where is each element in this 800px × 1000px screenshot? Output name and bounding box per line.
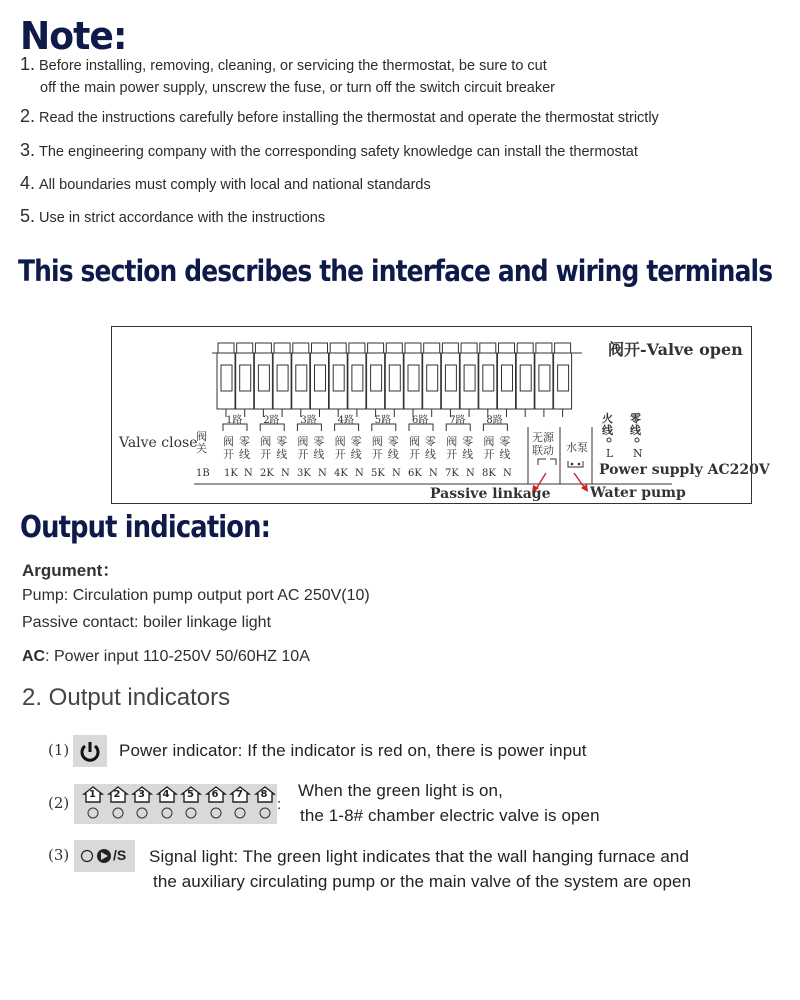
house-number-icons-box [74,784,277,824]
neutral-cn: 零 [276,435,288,448]
terminal-slot [371,365,382,391]
note-item-5 [20,205,325,229]
neutral-cn: 线 [239,448,250,461]
note-item-2 [20,105,659,129]
note-item-3 [20,139,638,163]
terminal-screw-top [349,343,365,353]
valve-open-cn: 阀 [260,435,272,448]
channel-label: 8路 [486,415,503,426]
terminal-screw-top [517,343,533,353]
pump-signal-icon-box [74,840,135,872]
neutral-cn: 线 [499,448,511,461]
signal-light-text-2: the auxiliary circulating pump or the main valve of the system are open [153,872,692,891]
valve-open-cn: 开 [297,448,309,461]
pump-contact-icon [568,461,583,467]
neutral-cn: 零 [350,435,362,448]
valve-open-cn: 阀 [371,435,383,448]
terminal-slot [315,365,326,391]
terminal-slot [240,365,251,391]
ac-label: AC [22,648,46,665]
terminal-slot [296,365,307,391]
house-number-digit: 2 [113,789,121,800]
passive-contact-spec: Passive contact: boiler linkage light [22,614,272,631]
house-number-digit: 6 [211,789,219,800]
terminal-screw-top [330,343,346,353]
valve-open-cn: 开 [371,448,383,461]
water-pump-label: Water pump [590,485,686,501]
terminal-label: 6K [408,468,422,479]
neutral-cn: 零 [239,435,250,448]
indicator-colon: : [277,796,282,813]
ac-spec [22,648,310,666]
note-item-text: Before installing, removing, cleaning, or servicing the thermostat, be sure to cut [39,58,547,74]
valve-open-cn: 阀 [409,435,420,448]
valve-indicator-text-2: the 1-8# chamber electric valve is open [300,806,600,825]
valve-open-cn: 阀 [297,435,309,448]
terminal-slot [389,365,400,391]
output-indicators-heading: 2. Output indicators [22,684,231,711]
power-indicator-text: Power indicator: If the indicator is red on, there is power input [119,741,587,760]
terminal-screw-top [424,343,440,353]
channel-label: 4路 [337,415,354,426]
house-number-digit: 4 [162,789,170,800]
water-pump-arrow [574,473,584,487]
pump-signal-symbol: /S [113,847,127,863]
indicator-number: (1) [48,741,70,759]
house-number-digit: 8 [260,789,268,800]
note-item-number: 3. [20,140,36,160]
note-item-number: 2. [20,106,36,126]
pump-dot [578,463,581,466]
signal-light-text-1: Signal light: The green light indicates that the wall hanging furnace and [149,847,690,866]
note-item-text: The engineering company with the corresponding safety knowledge can install the thermostat [39,144,638,160]
terminal-label: N [281,468,290,479]
pump-dot [571,463,574,466]
terminal-slot [464,365,475,391]
neutral-terminal-dot [635,438,639,442]
neutral-cn: 零 [462,435,474,448]
note-item-4 [20,172,431,196]
terminal-slot [258,365,269,391]
argument-label: Argument： [22,561,120,580]
terminal-slot [352,365,363,391]
terminal-screw-top [480,343,496,353]
channel-label: 2路 [263,415,280,426]
neutral-cn: 零 [499,435,511,448]
note-item-text: Read the instructions carefully before installing the thermostat and operate the thermostat strictly [39,110,659,126]
terminal-slot [427,365,438,391]
valve-open-cn: 阀 [223,435,234,448]
terminal-label: N [392,468,401,479]
terminal-label: N [244,468,253,479]
valve-open-cn: 开 [409,448,420,461]
valve-open-cn: 开 [223,448,234,461]
valve-open-cn: 开 [260,448,272,461]
power-icon-box [73,735,107,767]
terminal-slot [502,365,513,391]
terminal-label: N [466,468,475,479]
neutral-cn: 线 [350,448,362,461]
terminal-screw-top [555,343,571,353]
note-item-text: All boundaries must comply with local and national standards [39,177,431,193]
neutral-cn: 线 [462,448,474,461]
neutral-cn: 线 [276,448,288,461]
power-supply-label: Power supply AC220V [599,462,770,478]
terminal-label: N [355,468,364,479]
terminal-label: 1B [196,468,210,479]
neutral-cn: 零 [425,435,436,448]
terminal-label: N [429,468,438,479]
valve-close-cn: 阀 关 [196,430,207,455]
terminal-slot [333,365,344,391]
power-icon [73,735,107,767]
terminal-slot [445,365,456,391]
house-number-digit: 7 [236,789,243,800]
neutral-cn: 线 [313,448,325,461]
ac-text: : Power input 110-250V 50/60HZ 10A [45,648,310,665]
neutral-cn: 线 [425,448,436,461]
terminal-label: N [318,468,327,479]
valve-open-cn: 开 [446,448,458,461]
valve-open-cn: 开 [334,448,346,461]
output-title: Output indication: [20,510,271,545]
valve-open-cn: 阀 [334,435,346,448]
terminal-screw-top [405,343,421,353]
indicator-number: (3) [48,846,70,864]
valve-open-cn: 开 [483,448,495,461]
terminal-slot [520,365,531,391]
terminal-slot [483,365,494,391]
live-letter: L [606,447,614,460]
terminal-label: 1K [224,468,238,479]
water-pump-cn: 水泵 [566,441,588,454]
terminal-screw-top [461,343,477,353]
neutral-cn: 零 [387,435,399,448]
channel-label: 6路 [412,415,429,426]
note-title: Note: [20,14,127,58]
terminal-screw-top [368,343,384,353]
terminal-label: 8K [482,468,496,479]
terminal-label: 2K [260,468,274,479]
passive-linkage-label: Passive linkage [430,486,551,502]
channel-label: 5路 [374,415,392,426]
terminal-label: 4K [334,468,348,479]
terminal-screw-top [499,343,515,353]
channel-label: 1路 [226,415,243,426]
channel-label: 7路 [449,415,466,426]
note-item-number: 4. [20,173,36,193]
terminal-label: 5K [371,468,385,479]
neutral-wire-cn: 零 线 [630,412,641,437]
valve-open-label: 阀开-Valve open [608,340,743,359]
terminal-screw-top [218,343,234,353]
section-title: This section describes the interface and wiring terminals [18,254,773,288]
terminal-screw-top [293,343,309,353]
terminal-slot [539,365,550,391]
note-item-number: 1. [20,54,36,74]
terminal-screw-top [442,343,458,353]
channel-label: 3路 [300,415,317,426]
terminal-screw-top [386,343,402,353]
passive-linkage-cn: 无源 联动 [532,431,554,457]
indicator-number: (2) [48,794,70,812]
valve-close-label: Valve close [119,435,198,451]
terminal-screw-top [274,343,290,353]
neutral-cn: 零 [313,435,325,448]
terminal-slot [408,365,419,391]
terminal-slot [277,365,288,391]
note-item-number: 5. [20,206,36,226]
neutral-cn: 线 [387,448,399,461]
terminal-label: 3K [297,468,311,479]
relay-contact-icon [538,459,556,465]
terminal-label: 7K [445,468,459,479]
house-number-digit: 3 [138,789,145,800]
pump-spec: Pump: Circulation pump output port AC 250V(10) [22,587,370,604]
house-number-digit: 1 [89,789,96,800]
terminal-screw-top [255,343,271,353]
terminal-screw-top [237,343,253,353]
valve-indicator-text-1: When the green light is on, [298,781,503,800]
live-terminal-dot [607,438,611,442]
terminal-slot [221,365,232,391]
terminal-screw-top [312,343,328,353]
note-item-text: Use in strict accordance with the instructions [39,210,326,226]
terminal-slot [558,365,569,391]
neutral-letter: N [633,447,643,460]
note-item-1 [20,53,555,99]
valve-open-cn: 阀 [446,435,458,448]
wiring-diagram [111,326,770,504]
terminal-screw-top [536,343,552,353]
terminal-label: N [503,468,512,479]
house-number-digit: 5 [187,789,194,800]
live-wire-cn: 火 线 [602,412,613,437]
valve-open-cn: 阀 [483,435,495,448]
note-item-text-continued: off the main power supply, unscrew the fuse, or turn off the switch circuit breaker [40,80,555,96]
